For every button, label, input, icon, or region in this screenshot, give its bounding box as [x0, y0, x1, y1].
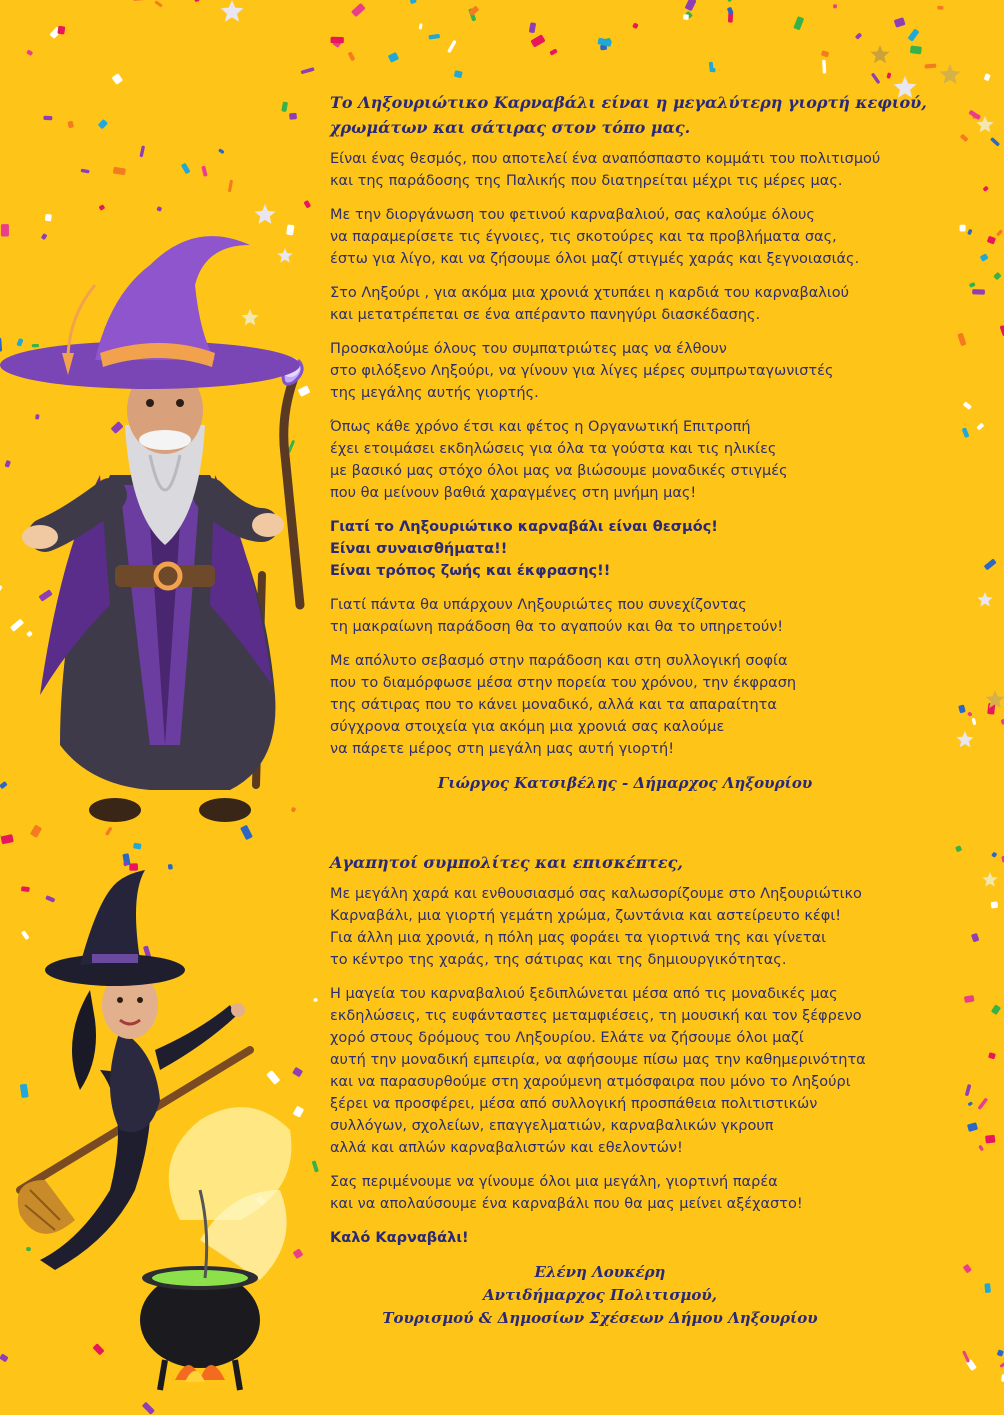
- mayor-signature: Γιώργος Κατσιβέλης - Δήμαρχος Ληξουρίου: [437, 774, 813, 792]
- confetti-piece: [529, 22, 536, 33]
- confetti-piece: [154, 0, 163, 7]
- mayor-letter-heading: Το Ληξουριώτικο Καρναβάλι είναι η μεγαλύτερη γιορτή κεφιού, χρωμάτων και σάτιρας στον τόπο μας.: [330, 93, 927, 137]
- confetti-piece: [133, 843, 142, 850]
- confetti-piece: [924, 64, 936, 69]
- witch-illustration: [0, 860, 310, 1410]
- confetti-piece: [712, 68, 715, 72]
- confetti-piece: [977, 1097, 988, 1110]
- confetti-piece: [997, 1349, 1004, 1356]
- confetti-piece: [1, 834, 14, 844]
- confetti-piece: [972, 289, 985, 295]
- confetti-piece: [983, 186, 989, 192]
- confetti-piece: [201, 166, 207, 177]
- confetti-piece: [113, 167, 126, 176]
- star-icon: [221, 0, 244, 22]
- confetti-piece: [978, 1145, 984, 1152]
- confetti-piece: [194, 0, 200, 2]
- confetti-piece: [988, 1052, 996, 1059]
- confetti-piece: [447, 40, 457, 53]
- confetti-piece: [972, 718, 977, 726]
- mayor-bold-paragraph: Γιατί το Ληξουριώτικο καρναβάλι είναι θεσμός! Είναι συναισθήματα!! Είναι τρόπος ζωής και έκφρασης!!: [330, 519, 718, 579]
- confetti-piece: [833, 4, 837, 8]
- confetti-piece: [937, 6, 943, 10]
- mayor-paragraph: Είναι ένας θεσμός, που αποτελεί ένα αναπόσπαστο κομμάτι του πολιτισμού και της παράδοσης της Παλικής που διατηρείται μέχρι τις μέρες μας.: [330, 151, 881, 189]
- confetti-piece: [99, 204, 106, 211]
- confetti-piece: [303, 200, 311, 209]
- confetti-piece: [855, 32, 862, 39]
- confetti-piece: [454, 70, 463, 78]
- confetti-piece: [990, 137, 1000, 147]
- confetti-piece: [530, 34, 545, 47]
- confetti-piece: [991, 1004, 1001, 1015]
- confetti-piece: [683, 14, 689, 20]
- confetti-piece: [871, 73, 881, 85]
- confetti-piece: [348, 51, 356, 61]
- confetti-piece: [894, 17, 906, 28]
- confetti-piece: [43, 116, 52, 121]
- mayor-paragraph: Γιατί πάντα θα υπάρχουν Ληξουριώτες που συνεχίζοντας τη μακραίωνη παράδοση θα το αγαπούν και θα το υπηρετούν!: [330, 597, 784, 635]
- confetti-piece: [980, 253, 989, 262]
- confetti-piece: [228, 180, 233, 193]
- deputy-closing: Καλό Καρναβάλι!: [330, 1230, 469, 1246]
- star-icon: [977, 592, 992, 607]
- confetti-piece: [313, 998, 318, 1002]
- confetti-piece: [156, 206, 162, 212]
- deputy-letter: [330, 850, 970, 1330]
- deputy-letter-heading: Αγαπητοί συμπολίτες και επισκέπτες,: [330, 853, 683, 872]
- star-icon: [255, 204, 276, 224]
- confetti-piece: [987, 236, 996, 245]
- confetti-piece: [908, 28, 920, 41]
- confetti-piece: [910, 45, 922, 54]
- confetti-piece: [999, 1361, 1004, 1368]
- confetti-piece: [886, 72, 891, 78]
- confetti-piece: [419, 23, 423, 29]
- confetti-piece: [301, 67, 315, 74]
- confetti-piece: [428, 34, 440, 40]
- confetti-piece: [410, 0, 417, 4]
- confetti-piece: [984, 73, 991, 81]
- confetti-piece: [281, 101, 288, 112]
- mayor-letter: [330, 90, 970, 795]
- confetti-piece: [821, 50, 830, 57]
- deputy-signature: Ελένη Λουκέρη Αντιδήμαρχος Πολιτισμού, Τουρισμού & Δημοσίων Σχέσεων Δήμου Ληξουρίου: [382, 1263, 818, 1327]
- confetti-piece: [45, 214, 52, 222]
- confetti-piece: [685, 0, 697, 11]
- deputy-paragraph: Η μαγεία του καρναβαλιού ξεδιπλώνεται μέσα από τις μοναδικές μας εκδηλώσεις, τις ευφάνταστες μεταμφιέσεις, τη μουσική και τον ξέφρενο χορό στους δρόμους του Ληξουρίου. Ελάτε να ζήσουμε όλοι μαζί αυτή την μοναδική εμπειρία, να αφήσουμε πίσω μας την καθημερινότητα και να παρασυρθούμε στη χαρούμενη ατμόσφαιρα που μόνο το Ληξούρι ξέρει να προσφέρει, μέσα από συλλογική προσπάθεια πολιτιστικών συλλόγων, σχολείων, επαγγελματιών, καρναβαλικών γκρουπ αλλά και απλών καρναβαλιστών και εθελοντών!: [330, 986, 866, 1156]
- mayor-paragraph: Με την διοργάνωση του φετινού καρναβαλιού, σας καλούμε όλους να παραμερίσετε τις έγνοιες, τις σκοτούρες και τα προβλήματα σας, έστω για λίγο, και να ζήσουμε όλοι μαζί στιγμές χαράς και ξεγνοιασιάς.: [330, 207, 860, 267]
- mayor-paragraph: Όπως κάθε χρόνο έτσι και φέτος η Οργανωτική Επιτροπή έχει ετοιμάσει εκδηλώσεις για όλα τα γούστα και τις ηλικίες με βασικό μας στόχο όλοι μας να βιώσουμε μοναδικές στιγμές που θα μείνουν βαθιά χαραγμένες στη μνήμη μας!: [330, 419, 788, 501]
- mayor-paragraph: Προσκαλούμε όλους του συμπατριώτες μας να έλθουν στο φιλόξενο Ληξούρι, να γίνουν για λίγες μέρες συμπρωταγωνιστές της μεγάλης αυτής γιορτής.: [330, 341, 834, 401]
- confetti-piece: [112, 73, 123, 85]
- confetti-piece: [632, 22, 639, 29]
- confetti-piece: [793, 16, 804, 30]
- confetti-piece: [218, 148, 225, 154]
- confetti-piece: [985, 1135, 995, 1144]
- mayor-paragraph: Στο Ληξούρι , για ακόμα μια χρονιά χτυπάει η καρδιά του καρναβαλιού και μετατρέπεται σε ένα απέραντο πανηγύρι διασκέδασης.: [330, 285, 850, 323]
- confetti-piece: [993, 272, 1001, 280]
- confetti-piece: [67, 121, 74, 129]
- mayor-paragraph: Με απόλυτο σεβασμό στην παράδοση και στη συλλογική σοφία που το διαμόρφωσε μέσα στην πορεία του χρόνου, την έκφραση της σάτιρας που το κάνει μοναδικό, αλλά και τα απαραίτητα σύγχρονα στοιχεία για ακόμη μια χρονιά σας καλούμε να πάρετε μέρος στη μεγάλη μας αυτή γιορτή!: [330, 653, 797, 757]
- confetti-piece: [26, 49, 33, 56]
- confetti-piece: [81, 169, 90, 174]
- confetti-piece: [139, 145, 145, 157]
- confetti-piece: [971, 933, 979, 943]
- confetti-piece: [181, 163, 191, 175]
- confetti-piece: [996, 229, 1003, 236]
- confetti-piece: [351, 3, 366, 17]
- confetti-piece: [822, 60, 826, 74]
- confetti-piece: [312, 1160, 319, 1172]
- deputy-paragraph: Σας περιμένουμε να γίνουμε όλοι μια μεγάλη, γιορτινή παρέα και να απολαύσουμε ένα καρναβάλι που θα μας μείνει αξέχαστο!: [330, 1174, 803, 1212]
- confetti-piece: [991, 852, 997, 858]
- confetti-piece: [57, 26, 65, 35]
- confetti-piece: [962, 1350, 970, 1363]
- confetti-piece: [289, 113, 297, 120]
- star-icon: [982, 872, 997, 887]
- confetti-piece: [1000, 325, 1004, 336]
- confetti-piece: [984, 558, 997, 570]
- wizard-illustration: [0, 225, 310, 835]
- confetti-piece: [331, 37, 344, 44]
- confetti-piece: [388, 52, 399, 63]
- confetti-piece: [725, 0, 732, 2]
- confetti-piece: [976, 423, 984, 431]
- star-icon: [940, 64, 961, 84]
- confetti-piece: [984, 1283, 991, 1293]
- deputy-paragraph: Με μεγάλη χαρά και ενθουσιασμό σας καλωσορίζουμε στο Ληξουριώτικο Καρναβάλι, μια γιορτή γεμάτη χρώμα, ζωντάνια και αστείρευτο κέφι! Για άλλη μια χρονιά, η πόλη μας φοράει τα γιορτινά της και γίνεται το κέντρο της χαράς, της σάτιρας και της δημιουργικότητας.: [330, 886, 862, 968]
- confetti-piece: [549, 48, 558, 55]
- star-icon: [871, 45, 890, 63]
- confetti-piece: [98, 119, 108, 129]
- confetti-piece: [991, 901, 999, 908]
